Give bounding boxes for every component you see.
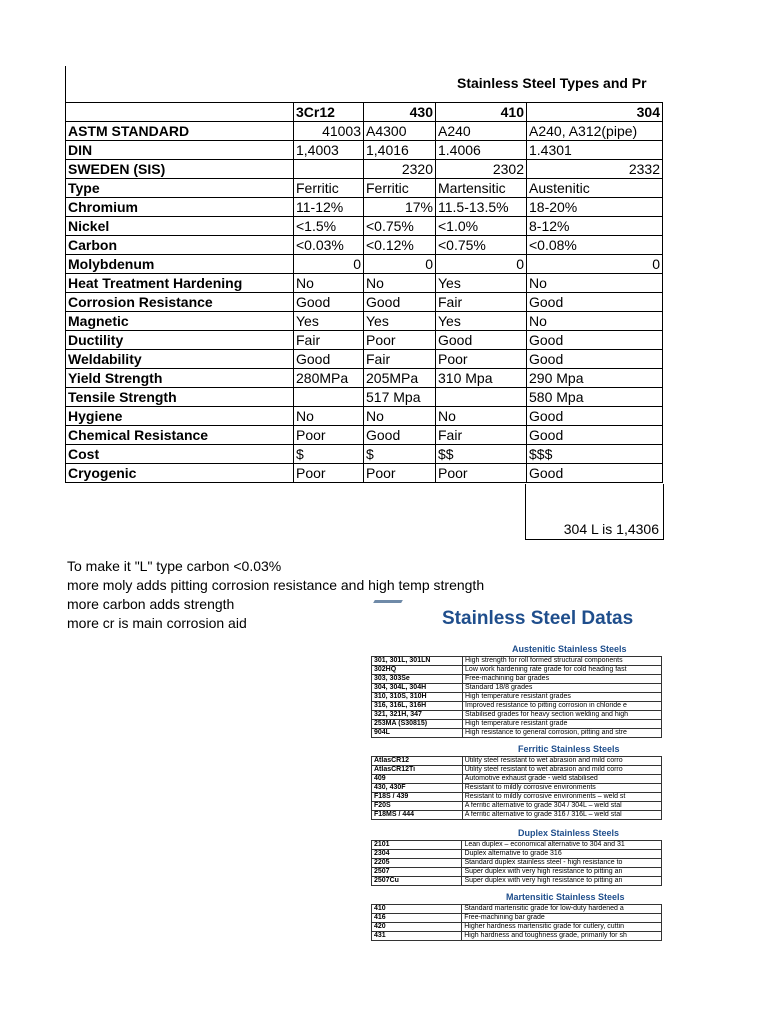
grade-cell: 253MA (S30815) [372, 720, 463, 729]
table-cell: 517 Mpa [364, 388, 436, 407]
table-cell: No [364, 407, 436, 426]
table-cell: No [364, 274, 436, 293]
table-cell: Yes [364, 312, 436, 331]
datasheet-row [372, 877, 662, 886]
row-label: Nickel [66, 217, 294, 236]
row-label: Magnetic [66, 312, 294, 331]
table-cell: 310 Mpa [436, 369, 527, 388]
grade-cell: F18MS / 444 [372, 811, 463, 820]
row-label: Yield Strength [66, 369, 294, 388]
row-label: Tensile Strength [66, 388, 294, 407]
table-cell: <0.12% [364, 236, 436, 255]
table-cell: Poor [294, 464, 364, 483]
grade-cell: 2101 [372, 841, 462, 850]
table-row [66, 160, 663, 179]
row-label: Molybdenum [66, 255, 294, 274]
description-cell: Improved resistance to pitting corrosion in chloride e [463, 702, 662, 711]
note-304l: 304 L is 1,4306 [563, 521, 659, 537]
table-row [66, 198, 663, 217]
grade-cell: 2304 [372, 850, 462, 859]
grade-cell: AtlasCR12 [372, 757, 463, 766]
row-label: Chemical Resistance [66, 426, 294, 445]
note-line: more moly adds pitting corrosion resistance and high temp strength [67, 577, 485, 593]
table-cell: No [436, 407, 527, 426]
table-cell: A4300 [364, 122, 436, 141]
row-label: DIN [66, 141, 294, 160]
row-label: Ductility [66, 331, 294, 350]
datasheet-row [372, 711, 662, 720]
description-cell: High strength for roll formed structural components [463, 657, 662, 666]
table-cell: Fair [294, 331, 364, 350]
description-cell: Free-machining bar grades [463, 675, 662, 684]
datasheet-row [372, 684, 662, 693]
datasheet-table [371, 656, 662, 738]
row-label: Cost [66, 445, 294, 464]
table-row [66, 350, 663, 369]
table-cell: <0.03% [294, 236, 364, 255]
description-cell: Automotive exhaust grade - weld stabilised [462, 775, 661, 784]
table-cell: No [527, 274, 663, 293]
datasheet-table [371, 840, 662, 886]
table-row [66, 122, 663, 141]
sheet-title: Stainless Steel Types and Pr [457, 75, 647, 91]
description-cell: A ferritic alternative to grade 316 / 316L – weld stal [462, 811, 661, 820]
table-cell: 280MPa [294, 369, 364, 388]
table-cell: 18-20% [527, 198, 663, 217]
table-cell: 580 Mpa [527, 388, 663, 407]
table-cell: Good [294, 350, 364, 369]
table-cell [294, 388, 364, 407]
datasheet-row [372, 784, 662, 793]
table-cell: Good [364, 293, 436, 312]
column-rule [65, 66, 66, 102]
datasheet-section-title: Duplex Stainless Steels [518, 828, 620, 838]
table-cell [436, 388, 527, 407]
column-header: 430 [364, 103, 436, 122]
description-cell: Utility steel resistant to wet abrasion and mild corro [462, 766, 661, 775]
table-row [66, 369, 663, 388]
grade-cell: 904L [372, 729, 463, 738]
datasheet-row [372, 657, 662, 666]
header-row [66, 103, 663, 122]
table-row [66, 274, 663, 293]
description-cell: Resistant to mildly corrosive environments [462, 784, 661, 793]
table-cell: Austenitic [527, 179, 663, 198]
table-cell: Poor [436, 350, 527, 369]
table-cell: Good [364, 426, 436, 445]
datasheet-section-title: Austenitic Stainless Steels [512, 644, 627, 654]
row-label: Chromium [66, 198, 294, 217]
table-cell: No [527, 312, 663, 331]
datasheet-row [372, 720, 662, 729]
table-cell: 11-12% [294, 198, 364, 217]
datasheet-title: Stainless Steel Datas [442, 608, 634, 629]
datasheet-row [372, 932, 662, 941]
description-cell: Super duplex with very high resistance to pitting an [462, 877, 662, 886]
table-cell: 1,4016 [364, 141, 436, 160]
table-cell: Good [294, 293, 364, 312]
column-header: 3Cr12 [294, 103, 364, 122]
datasheet-row [372, 905, 662, 914]
table-row [66, 445, 663, 464]
grade-cell: 301, 301L, 301LN [372, 657, 463, 666]
table-cell: <0.75% [436, 236, 527, 255]
table-cell: 1.4006 [436, 141, 527, 160]
table-cell: Good [527, 293, 663, 312]
datasheet-row [372, 675, 662, 684]
datasheet-row [372, 811, 662, 820]
table-row [66, 293, 663, 312]
properties-table [65, 102, 663, 483]
row-label: Corrosion Resistance [66, 293, 294, 312]
table-cell: No [294, 407, 364, 426]
description-cell: Higher hardness martensitic grade for cutlery, cuttin [462, 923, 662, 932]
description-cell: Stabilised grades for heavy section welding and high [463, 711, 662, 720]
table-row [66, 141, 663, 160]
grade-cell: AtlasCR12Ti [372, 766, 463, 775]
grade-cell: 304, 304L, 304H [372, 684, 463, 693]
note-304l-cell [525, 484, 664, 540]
datasheet-row [372, 666, 662, 675]
description-cell: Free-machining bar grade [462, 914, 662, 923]
table-cell: $ [294, 445, 364, 464]
datasheet-row [372, 766, 662, 775]
table-cell: 2302 [436, 160, 527, 179]
description-cell: Standard 18/8 grades [463, 684, 662, 693]
table-row [66, 331, 663, 350]
datasheet-row [372, 868, 662, 877]
grade-cell: 410 [372, 905, 462, 914]
description-cell: Standard duplex stainless steel - high resistance to [462, 859, 662, 868]
table-cell: Martensitic [436, 179, 527, 198]
table-row [66, 464, 663, 483]
table-row [66, 236, 663, 255]
datasheet-row [372, 693, 662, 702]
header-corner [66, 103, 294, 122]
table-cell: $ [364, 445, 436, 464]
row-label: Weldability [66, 350, 294, 369]
description-cell: Super duplex with very high resistance to pitting an [462, 868, 662, 877]
note-line: To make it "L" type carbon <0.03% [67, 558, 282, 574]
datasheet-table [371, 904, 662, 941]
row-label: Carbon [66, 236, 294, 255]
grade-cell: 310, 310S, 310H [372, 693, 463, 702]
table-cell: 205MPa [364, 369, 436, 388]
column-header: 304 [527, 103, 663, 122]
table-cell: $$ [436, 445, 527, 464]
table-cell: Good [527, 464, 663, 483]
datasheet-row [372, 859, 662, 868]
row-label: SWEDEN (SIS) [66, 160, 294, 179]
table-cell: 41003 [294, 122, 364, 141]
datasheet-row [372, 850, 662, 859]
grade-cell: 302HQ [372, 666, 463, 675]
datasheet-row [372, 841, 662, 850]
table-cell: <0.08% [527, 236, 663, 255]
grade-cell: 430, 430F [372, 784, 463, 793]
grade-cell: 416 [372, 914, 462, 923]
grade-cell: 2507Cu [372, 877, 462, 886]
description-cell: Utility steel resistant to wet abrasion and mild corro [462, 757, 661, 766]
table-cell: <1.5% [294, 217, 364, 236]
row-label: Heat Treatment Hardening [66, 274, 294, 293]
table-cell: Yes [436, 312, 527, 331]
table-cell: Good [436, 331, 527, 350]
table-cell: 0 [364, 255, 436, 274]
row-label: Type [66, 179, 294, 198]
grade-cell: F18S / 439 [372, 793, 463, 802]
table-cell: Good [527, 331, 663, 350]
brand-dash [373, 600, 403, 603]
table-cell: Good [527, 407, 663, 426]
table-cell: 17% [364, 198, 436, 217]
table-cell: Yes [436, 274, 527, 293]
column-header: 410 [436, 103, 527, 122]
description-cell: A ferritic alternative to grade 304 / 304L – weld stal [462, 802, 661, 811]
description-cell: Duplex alternative to grade 316 [462, 850, 662, 859]
datasheet-table [371, 756, 662, 820]
table-row [66, 407, 663, 426]
table-cell: Good [527, 350, 663, 369]
grade-cell: 2507 [372, 868, 462, 877]
row-label: Hygiene [66, 407, 294, 426]
description-cell: Standard martensitic grade for low-duty hardened a [462, 905, 662, 914]
description-cell: Lean duplex – economical alternative to 304 and 31 [462, 841, 662, 850]
table-cell: Fair [436, 426, 527, 445]
grade-cell: 420 [372, 923, 462, 932]
table-cell: Poor [294, 426, 364, 445]
datasheet-row [372, 702, 662, 711]
description-cell: High temperature resistant grades [463, 693, 662, 702]
note-line: more carbon adds strength [67, 596, 235, 612]
table-row [66, 255, 663, 274]
table-cell: A240, A312(pipe) [527, 122, 663, 141]
datasheet-row [372, 914, 662, 923]
table-cell: A240 [436, 122, 527, 141]
table-cell: Poor [436, 464, 527, 483]
table-cell: 11.5-13.5% [436, 198, 527, 217]
datasheet-row [372, 793, 662, 802]
table-cell: 0 [436, 255, 527, 274]
grade-cell: 409 [372, 775, 463, 784]
table-row [66, 388, 663, 407]
description-cell: High resistance to general corrosion, pitting and stre [463, 729, 662, 738]
table-cell: Ferritic [364, 179, 436, 198]
table-cell: <1.0% [436, 217, 527, 236]
table-cell: $$$ [527, 445, 663, 464]
table-cell: 0 [527, 255, 663, 274]
description-cell: Resistant to mildly corrosive environments – weld st [462, 793, 661, 802]
datasheet-section-title: Martensitic Stainless Steels [506, 892, 625, 902]
row-label: ASTM STANDARD [66, 122, 294, 141]
table-cell: <0.75% [364, 217, 436, 236]
description-cell: High temperature resistant grade [463, 720, 662, 729]
datasheet-row [372, 729, 662, 738]
table-cell: Fair [364, 350, 436, 369]
table-row [66, 312, 663, 331]
table-cell: No [294, 274, 364, 293]
table-cell: 8-12% [527, 217, 663, 236]
datasheet-row [372, 757, 662, 766]
row-label: Cryogenic [66, 464, 294, 483]
table-row [66, 217, 663, 236]
table-row [66, 179, 663, 198]
table-cell: Ferritic [294, 179, 364, 198]
table-cell: Fair [436, 293, 527, 312]
table-cell: 1,4003 [294, 141, 364, 160]
table-row [66, 426, 663, 445]
datasheet-section-title: Ferritic Stainless Steels [518, 744, 620, 754]
table-cell: 2332 [527, 160, 663, 179]
grade-cell: 303, 303Se [372, 675, 463, 684]
note-line: more cr is main corrosion aid [67, 615, 247, 631]
grade-cell: 431 [372, 932, 462, 941]
table-cell: Poor [364, 331, 436, 350]
table-cell: 0 [294, 255, 364, 274]
datasheet-row [372, 802, 662, 811]
datasheet-row [372, 775, 662, 784]
grade-cell: 2205 [372, 859, 462, 868]
table-cell: 1.4301 [527, 141, 663, 160]
datasheet-row [372, 923, 662, 932]
grade-cell: F20S [372, 802, 463, 811]
description-cell: Low work hardening rate grade for cold heading fast [463, 666, 662, 675]
table-cell: 2320 [364, 160, 436, 179]
grade-cell: 321, 321H, 347 [372, 711, 463, 720]
table-cell: Yes [294, 312, 364, 331]
table-cell [294, 160, 364, 179]
description-cell: High hardness and toughness grade, primarily for sh [462, 932, 662, 941]
table-cell: Poor [364, 464, 436, 483]
table-cell: Good [527, 426, 663, 445]
grade-cell: 316, 316L, 316H [372, 702, 463, 711]
datasheet-image [360, 600, 662, 945]
table-cell: 290 Mpa [527, 369, 663, 388]
